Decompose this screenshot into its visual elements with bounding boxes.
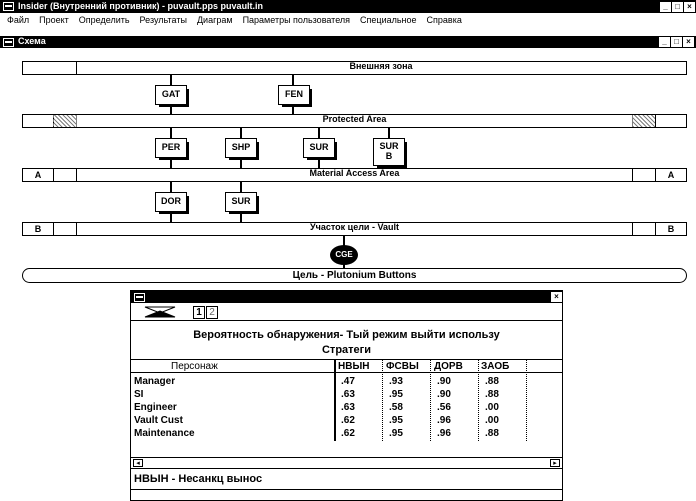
- zone-left-label: A: [23, 169, 54, 181]
- table-row[interactable]: [131, 375, 562, 388]
- row-value: .58: [389, 402, 403, 413]
- zone-title: Protected Area: [322, 114, 387, 124]
- row-name: Manager: [134, 376, 176, 387]
- tab-1[interactable]: 1: [193, 306, 205, 319]
- path-element-shp[interactable]: SHP: [225, 138, 257, 158]
- cge-node[interactable]: CGE: [330, 245, 358, 265]
- column-header[interactable]: Персонаж: [171, 361, 218, 372]
- row-value: .90: [437, 389, 451, 400]
- row-value: .63: [341, 389, 355, 400]
- menu-item[interactable]: Результаты: [139, 15, 187, 25]
- menu-bar: [2, 14, 692, 27]
- close-button[interactable]: ×: [683, 1, 696, 13]
- row-value: .93: [389, 376, 403, 387]
- row-value: .00: [485, 402, 499, 413]
- connector: [170, 75, 172, 85]
- row-value: .95: [389, 428, 403, 439]
- row-value: .96: [437, 415, 451, 426]
- zone-title: Участок цели - Vault: [310, 222, 399, 232]
- schema-maximize-button[interactable]: □: [670, 36, 683, 48]
- zone-material-access-area[interactable]: [22, 168, 687, 182]
- path-element-dor[interactable]: DOR: [155, 192, 187, 212]
- minimize-button[interactable]: _: [659, 1, 672, 13]
- menu-item[interactable]: Файл: [7, 15, 30, 25]
- app-titlebar: [0, 0, 696, 13]
- row-name: Vault Cust: [134, 415, 183, 426]
- tab-2[interactable]: 2: [206, 306, 218, 319]
- column-header[interactable]: ФСВЫ: [386, 361, 419, 372]
- table-row[interactable]: [131, 414, 562, 427]
- system-menu-icon[interactable]: [3, 2, 14, 11]
- probability-titlebar: [131, 291, 562, 303]
- maximize-button[interactable]: □: [671, 1, 684, 13]
- row-name: Maintenance: [134, 428, 195, 439]
- row-value: .63: [341, 402, 355, 413]
- probability-system-menu-icon[interactable]: [134, 293, 145, 302]
- path-element-sur-2[interactable]: SUR: [225, 192, 257, 212]
- menu-item[interactable]: Определить: [78, 15, 130, 25]
- connector: [170, 182, 172, 192]
- row-value: .95: [389, 415, 403, 426]
- target-bar[interactable]: Цель - Plutonium Buttons: [22, 268, 687, 283]
- row-value: .96: [437, 428, 451, 439]
- zone-protected-area[interactable]: [22, 114, 687, 128]
- connector: [240, 182, 242, 192]
- menu-item[interactable]: Справка: [426, 15, 462, 25]
- row-name: Engineer: [134, 402, 177, 413]
- schema-title: Схема: [18, 36, 46, 46]
- schema-minimize-button[interactable]: _: [658, 36, 671, 48]
- path-element-sur[interactable]: SUR: [303, 138, 335, 158]
- zone-title: Material Access Area: [309, 168, 400, 178]
- row-value: .90: [437, 376, 451, 387]
- path-element-per[interactable]: PER: [155, 138, 187, 158]
- column-header[interactable]: ЗАОБ: [481, 361, 510, 372]
- row-value: .62: [341, 428, 355, 439]
- zone-external[interactable]: [22, 61, 687, 75]
- menu-item[interactable]: Диаграм: [196, 15, 233, 25]
- schema-system-menu-icon[interactable]: [3, 38, 14, 47]
- connector: [292, 75, 294, 85]
- row-value: .95: [389, 389, 403, 400]
- horizontal-scrollbar[interactable]: [131, 457, 562, 469]
- hourglass-icon[interactable]: [143, 305, 177, 319]
- menu-item[interactable]: Проект: [39, 15, 69, 25]
- connector: [170, 128, 172, 138]
- probability-toolbar: [131, 303, 562, 321]
- row-value: .00: [485, 415, 499, 426]
- app-title: Insider (Внутренний противник) - puvault.pps puvault.in: [18, 1, 264, 11]
- schema-titlebar: [0, 36, 696, 48]
- row-value: .56: [437, 402, 451, 413]
- probability-heading: Вероятность обнаружения- Тый режим выйти использу: [193, 329, 500, 341]
- connector: [240, 128, 242, 138]
- zone-left-cell: [23, 62, 77, 74]
- column-header[interactable]: ДОРВ: [434, 361, 463, 372]
- zone-title: Внешняя зона: [349, 61, 413, 71]
- probability-window: [130, 290, 563, 501]
- menu-item[interactable]: Специальное: [360, 15, 417, 25]
- row-value: .88: [485, 389, 499, 400]
- status-divider: [131, 489, 562, 490]
- zone-right-label: A: [655, 169, 686, 181]
- row-value: .47: [341, 376, 355, 387]
- path-element-gat[interactable]: GAT: [155, 85, 187, 105]
- zone-right-label: B: [655, 223, 686, 235]
- column-header[interactable]: НВЫН: [338, 361, 370, 372]
- probability-close-button[interactable]: ×: [550, 291, 563, 303]
- row-name: SI: [134, 389, 144, 400]
- menu-item[interactable]: Параметры пользователя: [242, 15, 351, 25]
- zone-left-label: B: [23, 223, 54, 235]
- zone-vault[interactable]: [22, 222, 687, 236]
- row-value: .88: [485, 376, 499, 387]
- table-row[interactable]: [131, 388, 562, 401]
- row-value: .88: [485, 428, 499, 439]
- status-text: НВЫН - Несанкц вынос: [134, 473, 263, 485]
- connector: [318, 128, 320, 138]
- row-value: .62: [341, 415, 355, 426]
- table-header: [131, 359, 562, 373]
- probability-subheading: Стратеги: [321, 344, 372, 356]
- path-element-fen[interactable]: FEN: [278, 85, 310, 105]
- table-body: [131, 375, 562, 441]
- scroll-right-button[interactable]: ▸: [550, 459, 560, 467]
- table-row[interactable]: [131, 427, 562, 440]
- scroll-left-button[interactable]: ◂: [133, 459, 143, 467]
- path-element-sur-b[interactable]: SUR B: [373, 138, 405, 166]
- table-row[interactable]: [131, 401, 562, 414]
- schema-close-button[interactable]: ×: [682, 36, 695, 48]
- connector: [388, 128, 390, 138]
